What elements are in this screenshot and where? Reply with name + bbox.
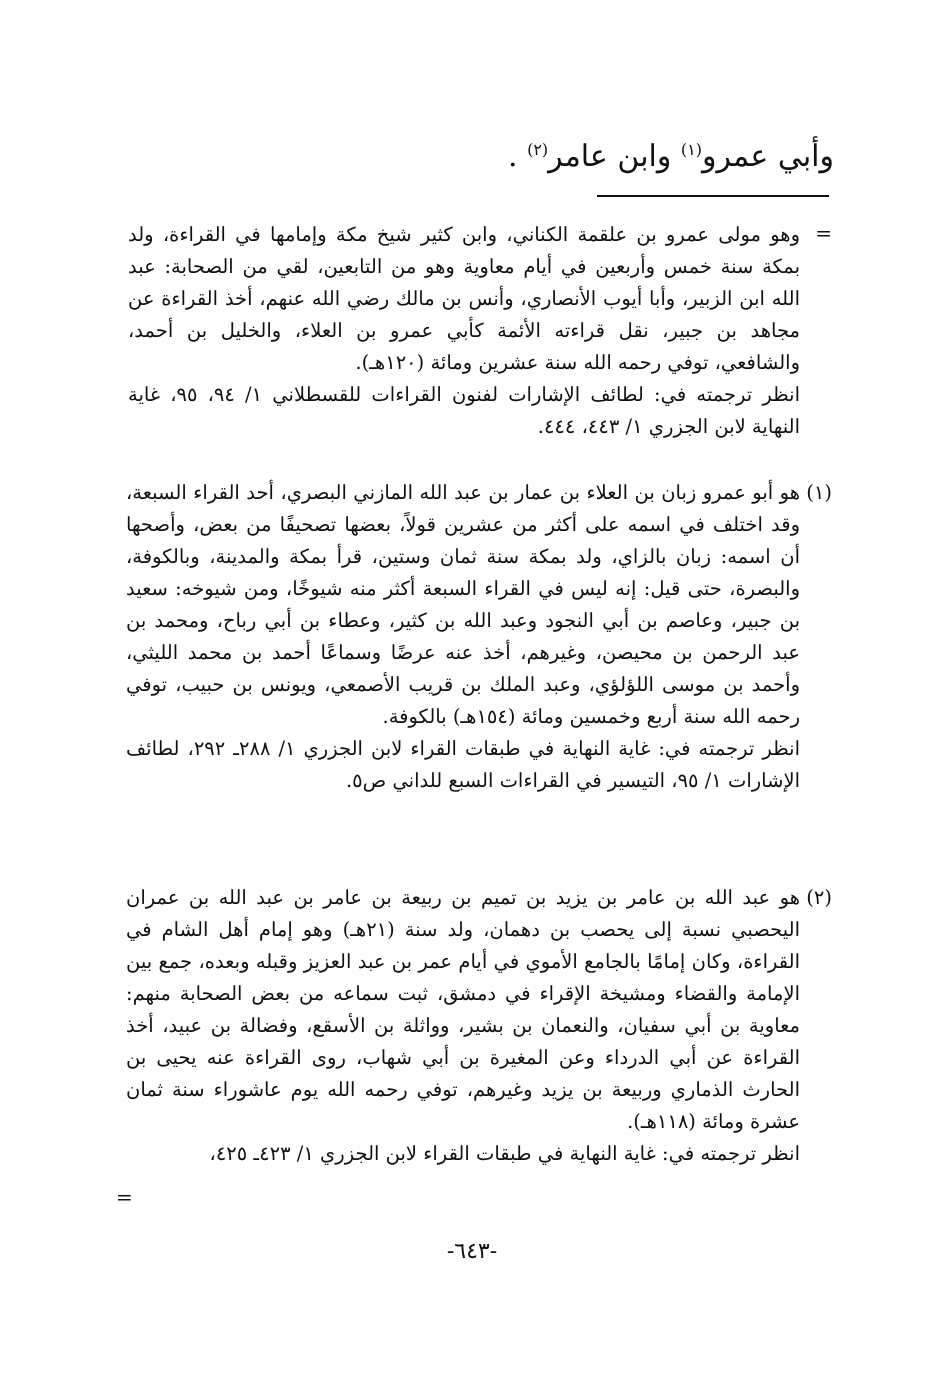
footnote-continuation bbox=[128, 219, 800, 443]
footnote-1-ref: انظر ترجمته في: غاية النهاية في طبقات القراء لابن الجزري ١/ ٢٨٨ـ ٢٩٢، لطائف الإشارات ١/ ٩٥، التيسير في القراءات السبع للداني ص٥. bbox=[126, 737, 800, 792]
continuation-marker-bottom: = bbox=[116, 1185, 133, 1209]
footnote-1-number: (١) bbox=[806, 481, 832, 504]
footnote-2-number: (٢) bbox=[806, 886, 832, 909]
footnote-1-body: هو أبو عمرو زبان بن العلاء بن عمار بن عبد الله المازني البصري، أحد القراء السبعة، وقد اختلف في اسمه على أكثر من عشرين قولاً، بعضها تصحيفًا من بعض، وأصحها أن اسمه: زبان بالزاي، ولد بمكة سنة ثمان وستين، قرأ بمكة والمدينة، وبالكوفة، والبصرة، حتى قيل: إنه ليس في القراء السبعة أكثر منه شيوخًا، ومن شيوخه: سعيد بن جبير، وعاصم بن أبي النجود وعبد الله بن كثير، وعطاء بن أبي رباح، ومحمد بن عبد الرحمن بن محيصن، وغيرهم، أخذ عنه عرضًا وسماعًا أحمد بن محمد الليثي، وأحمد بن موسى اللؤلؤي، وعبد الملك بن قريب الأصمعي، ويونس بن حبيب، توفي رحمه الله سنة أربع وخمسين ومائة (١٥٤هـ) بالكوفة. bbox=[126, 481, 800, 728]
continuation-marker-top: = bbox=[815, 221, 832, 245]
footnote-continuation-ref: انظر ترجمته في: لطائف الإشارات لفنون القراءات للقسطلاني ١/ ٩٤، ٩٥، غاية النهاية لابن الجزري ١/ ٤٤٣، ٤٤٤. bbox=[128, 383, 800, 438]
footnote-separator-rule bbox=[597, 195, 829, 197]
footnote-ref-2[interactable]: (٢) bbox=[527, 140, 549, 159]
main-text-c: . bbox=[507, 139, 528, 174]
footnote-2-body: هو عبد الله بن عامر بن يزيد بن تميم بن ربيعة بن عامر بن عبد الله بن عمران اليحصبي نسبة إلى يحصب بن دهمان، ولد سنة (٢١هـ) وهو إمام أهل الشام في القراءة، وكان إمامًا بالجامع الأموي في أيام عمر بن عبد العزيز وقبله وبعده، جمع بين الإمامة والقضاء ومشيخة الإقراء في دمشق، ثبت سماعه من بعض الصحابة منهم: معاوية بن أبي سفيان، والنعمان بن بشير، وواثلة بن الأسقع، وفضالة بن عبيد، أخذ القراءة عن أبي الدرداء وعن المغيرة بن أبي شهاب، روى القراءة عنه يحيى بن الحارث الذماري وربيعة بن يزيد وغيرهم، توفي رحمه الله يوم عاشوراء سنة ثمان عشرة ومائة (١١٨هـ). bbox=[126, 886, 800, 1133]
footnote-2-ref: انظر ترجمته في: غاية النهاية في طبقات القراء لابن الجزري ١/ ٤٢٣ـ ٤٢٥، bbox=[209, 1142, 800, 1165]
page-number: -٦٤٣- bbox=[446, 1239, 498, 1264]
main-text-b: وابن عامر bbox=[548, 139, 681, 174]
footnote-ref-1[interactable]: (١) bbox=[680, 140, 702, 159]
footnote-2 bbox=[126, 882, 800, 1170]
footnote-continuation-body: وهو مولى عمرو بن علقمة الكناني، وابن كثير شيخ مكة وإمامها في القراءة، ولد بمكة سنة خمس وأربعين في أيام معاوية وهو من التابعين، لقي من الصحابة: عبد الله ابن الزبير، وأبا أيوب الأنصاري، وأنس بن مالك رضي الله عنهم، أخذ القراءة عن مجاهد بن جبير، نقل قراءته الأئمة كأبي عمرو بن العلاء، والخليل بن أحمد، والشافعي، توفي رحمه الله سنة عشرين ومائة (١٢٠هـ). bbox=[128, 223, 800, 374]
main-text-a: وأبي عمرو bbox=[702, 139, 834, 174]
main-text-line bbox=[114, 130, 834, 177]
footnote-1 bbox=[126, 477, 800, 797]
